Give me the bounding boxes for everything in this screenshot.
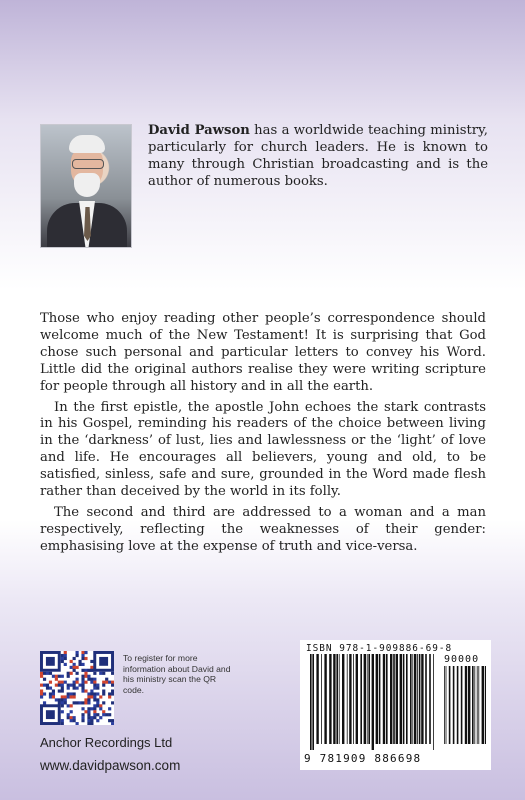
blurb-paragraph-2: In the first epistle, the apostle John echoes the stark contrasts in his Gospel, reminding his readers of the choice between living in the ‘darkness’ of lust, lies and lawlessness or the ‘light’ of love and life. He encourages all believers, young and old, to be satisfied, sinless, safe and sure, grounded in the Word made flesh rather than deceived by the world in its folly.: [40, 399, 486, 500]
author-bio: [148, 122, 488, 190]
price-addon-barcode: [444, 666, 486, 750]
isbn-label: ISBN 978-1-909886-69-8: [306, 643, 453, 654]
author-bio-text: has a worldwide teaching ministry, particularly for church leaders. He is known to many through Christian broadcasting and is the author of numerous books.: [148, 123, 488, 189]
book-blurb: [40, 311, 486, 560]
isbn-barcode-panel: [300, 640, 491, 770]
blurb-paragraph-3: The second and third are addressed to a woman and a man respectively, reflecting the weaknesses of their gender: emphasising love at the expense of truth and vice-versa.: [40, 504, 486, 554]
author-name: David Pawson: [148, 123, 250, 138]
publisher-name: Anchor Recordings Ltd: [40, 735, 173, 750]
price-code: 90000: [444, 654, 480, 665]
qr-note: To register for more information about David and his ministry scan the QR code.: [123, 653, 231, 695]
blurb-paragraph-1: Those who enjoy reading other people’s correspondence should welcome much of the New Testament! It is surprising that God chose such personal and particular letters to convey his Word. Little did the original authors realise they were writing scripture for people through all history and in all the earth.: [40, 311, 486, 394]
barcode-digits: 9 781909 886698: [304, 752, 422, 765]
website-link[interactable]: www.davidpawson.com: [40, 758, 181, 773]
author-photo: [40, 124, 132, 248]
ean-barcode: [310, 654, 434, 750]
qr-code-graphic: [40, 651, 114, 725]
qr-code[interactable]: [40, 651, 114, 725]
